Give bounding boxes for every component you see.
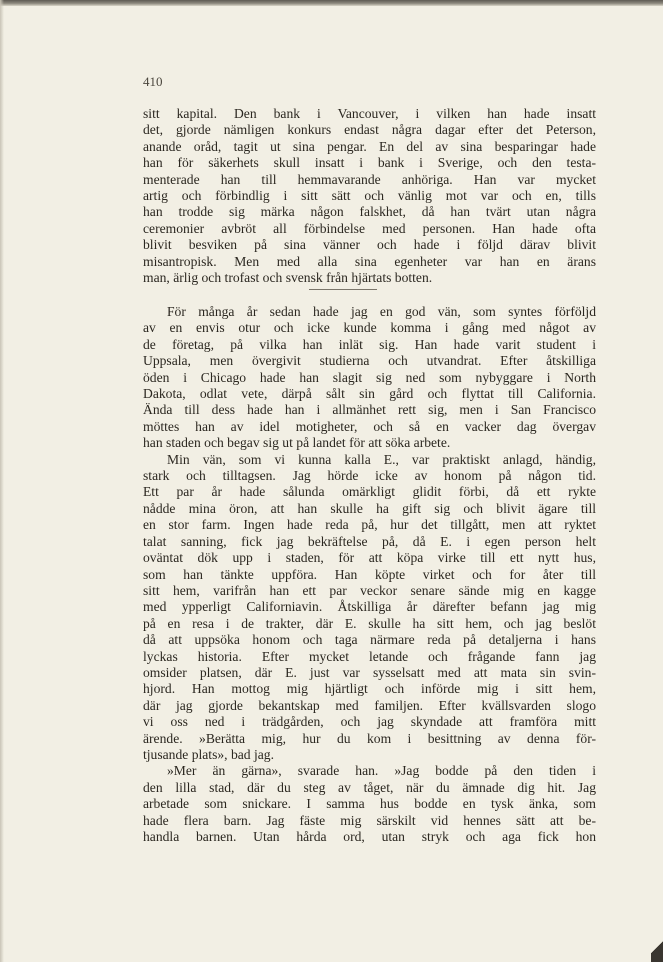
text-line: omsider platsen, där E. just var sysselsatt med att mata sin svin- <box>143 664 596 680</box>
paragraph-continuation <box>143 106 596 286</box>
text-line: de företag, på vilka han inlät sig. Han hade varit student i <box>143 336 596 352</box>
text-line: Dakota, odlat vete, därpå sålt sin gård och flyttat till California. <box>143 386 596 402</box>
text-line: menterade han till hemmavarande anhöriga. Han var mycket <box>143 171 596 187</box>
text-line: som han tänkte uppföra. Han köpte virket och for åter till <box>143 566 596 582</box>
text-line: Ända till dess hade han i allmänhet rett sig, men i San Francisco <box>143 402 596 418</box>
text-line: en stor farm. Ingen hade reda på, hur det tillgått, men att ryktet <box>143 517 596 533</box>
text-line: Min vän, som vi kunna kalla E., var praktiskt anlagd, händig, <box>167 451 596 467</box>
section-divider <box>309 289 377 290</box>
text-line: han för säkerhets skull insatt i bank i Sverige, och den testa- <box>143 155 596 171</box>
text-line: artig och förbindlig i sitt sätt och vänlig mot var och en, tills <box>143 188 596 204</box>
text-line: arbetade som snickare. I samma hus bodde en tysk änka, som <box>143 796 596 812</box>
text-line: sitt hem, varifrån han ett par veckor senare sände mig en kagge <box>143 582 596 598</box>
text-line: misantropisk. Men med alla sina egenheter var han en ärans <box>143 253 596 269</box>
text-line: ceremonier avbröt all förbindelse med personen. Han hade ofta <box>143 220 596 236</box>
text-line: nådde mina öron, att han skulle ha gift sig och blivit ägare till <box>143 500 596 516</box>
text-line: då att uppsöka honom och taga närmare reda på detaljerna i hans <box>143 632 596 648</box>
text-line: där jag gjorde bekantskap med familjen. Efter kvällsvarden slogo <box>143 697 596 713</box>
text-line: på en resa i de trakter, där E. skulle ha sitt hem, och jag beslöt <box>143 615 596 631</box>
text-line: öden i Chicago hade han slagit sig ned som nybyggare i North <box>143 369 596 385</box>
text-line: möttes han av idel motigheter, och så en vacker dag övergav <box>143 418 596 434</box>
text-line: »Mer än gärna», svarade han. »Jag bodde på den tiden i <box>167 763 596 779</box>
text-line: hade flera barn. Jag fäste mig särskilt vid hennes sätt att be- <box>143 812 596 828</box>
text-line: tjusande plats», bad jag. <box>143 746 274 762</box>
text-line: han trodde sig märka någon falskhet, då han tvärt utan några <box>143 204 596 220</box>
text-line: handla barnen. Utan hårda ord, utan stryk och aga fick hon <box>143 829 596 844</box>
text-line: oväntat dök upp i staden, för att köpa virke till ett nytt hus, <box>143 550 596 566</box>
text-line: stark och tilltagsen. Jag hörde icke av honom på någon tid. <box>143 468 596 484</box>
page-corner-mark <box>651 936 663 962</box>
text-line: anande oråd, tagit ut sina pengar. En del av sina besparingar hade <box>143 138 596 154</box>
page-number: 410 <box>143 74 163 89</box>
text-line: hjord. Han mottog mig hjärtligt och införde mig i sitt hem, <box>143 681 596 697</box>
text-line: han staden och begav sig ut på landet för att söka arbete. <box>143 435 451 451</box>
text-line: det, gjorde nämligen konkurs endast några dagar efter det Peterson, <box>143 122 596 138</box>
text-line: ärende. »Berätta mig, hur du kom i besittning av denna för- <box>143 730 596 746</box>
text-line: av en envis otur och icke kunde komma i gång med något av <box>143 320 596 336</box>
text-line: Ett par år hade sålunda omärkligt glidit förbi, då ett rykte <box>143 484 596 500</box>
text-line: sitt kapital. Den bank i Vancouver, i vilken han hade insatt <box>143 106 596 121</box>
text-line: blivit besviken på sina vänner och hade i följd därav blivit <box>143 237 596 253</box>
text-line: den lilla stad, där du steg av tåget, när du ämnade dig hit. Jag <box>143 779 596 795</box>
text-line: med ypperligt Californiavin. Åtskilliga år därefter befann jag mig <box>143 599 596 615</box>
text-line: talat sanning, fick jag bekräftelse på, då E. i egen person helt <box>143 533 596 549</box>
text-line: vi oss ned i trädgården, och jag skyndade att framföra mitt <box>143 714 596 730</box>
text-line: För många år sedan hade jag en god vän, som syntes förföljd <box>167 304 596 319</box>
page-top-edge <box>0 0 663 6</box>
story-text <box>143 304 596 845</box>
text-line: lyckas historia. Efter mycket letande och frågande fann jag <box>143 648 596 664</box>
page-left-edge <box>0 0 4 962</box>
text-line: man, ärlig och trofast och svensk från hjärtats botten. <box>143 270 433 286</box>
text-line: Uppsala, men övergivit studierna och utvandrat. Efter åtskilliga <box>143 353 596 369</box>
